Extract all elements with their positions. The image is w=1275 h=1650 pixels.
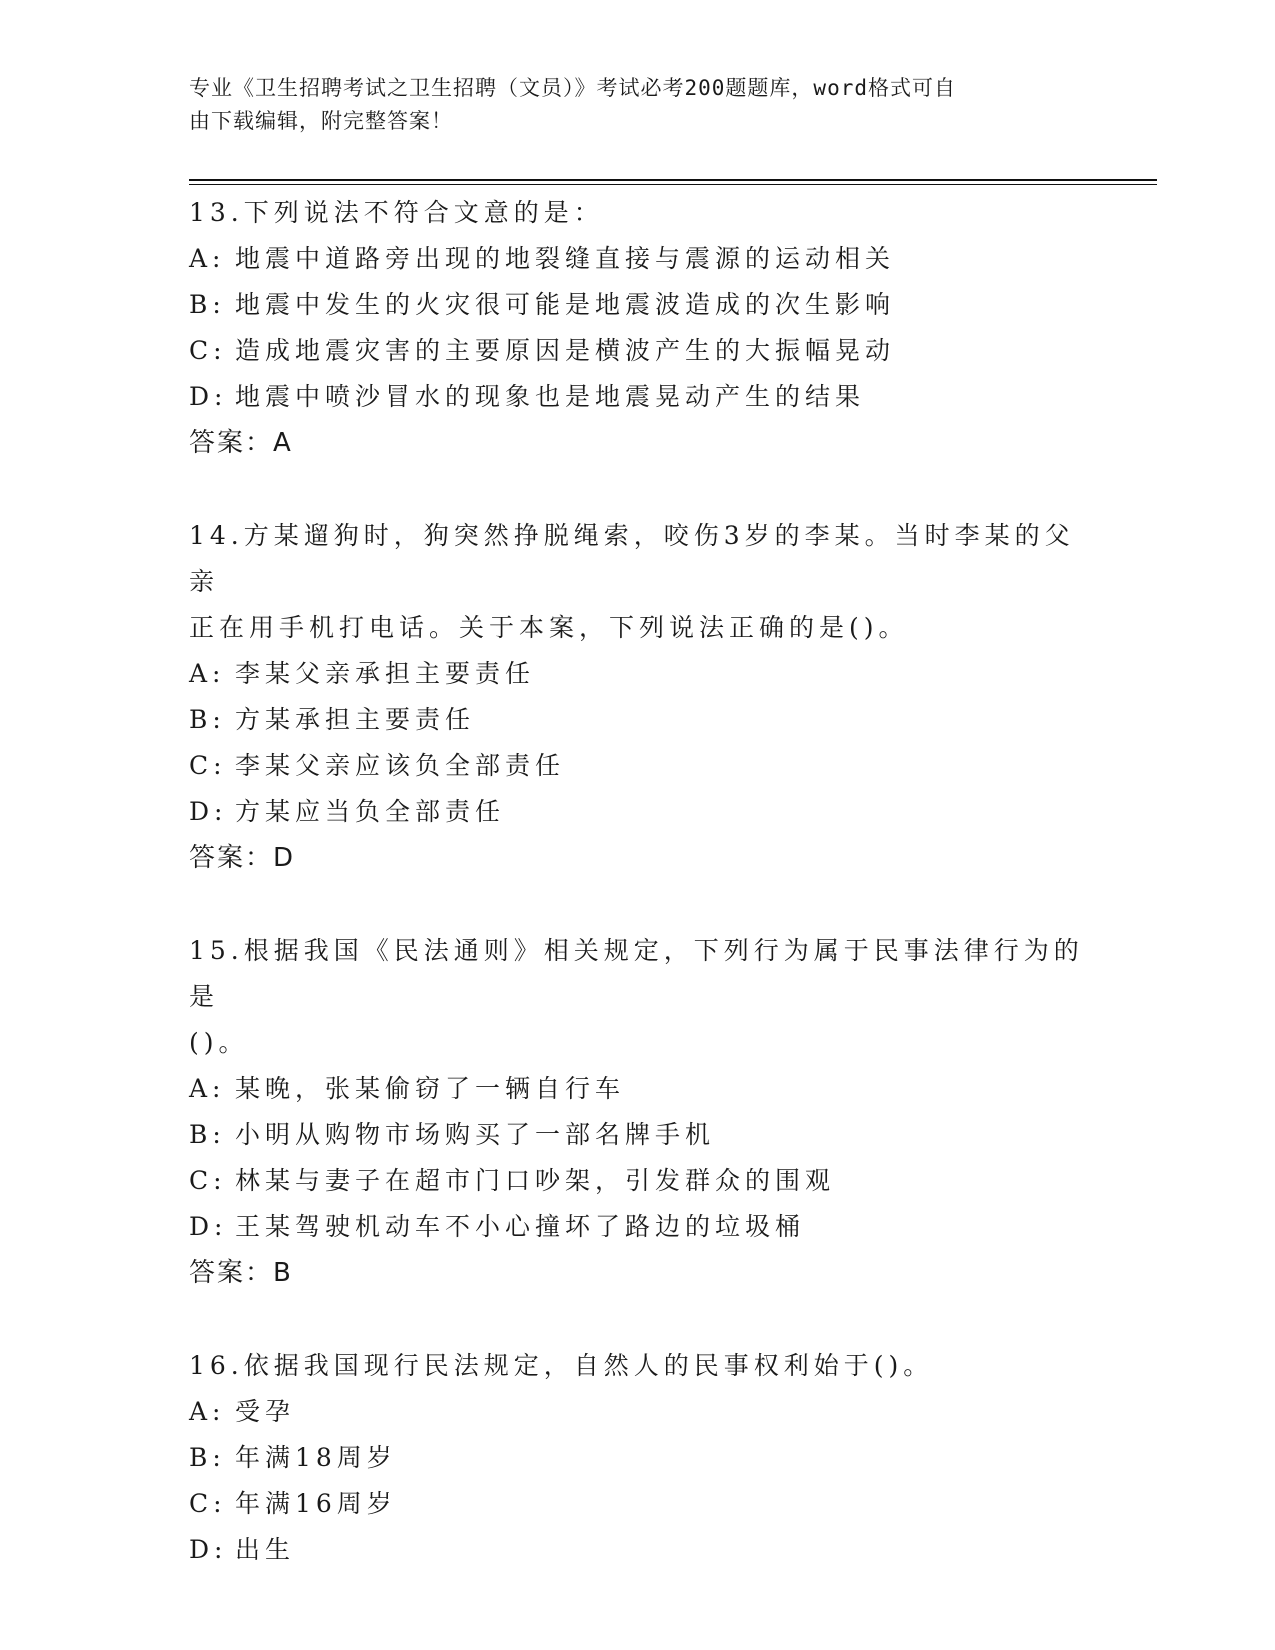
question-list [189,190,1089,1620]
option-text: 地震中发生的火灾很可能是地震波造成的次生影响 [235,290,896,319]
option-c [189,743,1089,789]
option-letter: B: [189,1120,226,1149]
question-13 [189,190,1089,466]
header-line-2: 由下载编辑，附完整答案！ [189,109,453,133]
option-d [189,1204,1089,1250]
option-text: 年满16周岁 [235,1489,397,1518]
option-text: 年满18周岁 [235,1443,397,1472]
question-stem-continued: ()。 [189,1028,249,1057]
option-letter: D: [189,1212,228,1241]
option-text: 林某与妻子在超市门口吵架，引发群众的围观 [235,1166,836,1195]
option-letter: C: [189,1166,227,1195]
header-divider-thick [189,179,1157,181]
question-stem: 13.下列说法不符合文意的是： [189,198,604,227]
option-text: 地震中喷沙冒水的现象也是地震晃动产生的结果 [235,382,866,411]
option-letter: D: [189,382,228,411]
option-d [189,789,1089,835]
option-letter: A: [189,244,226,273]
answer-line: 答案：B [189,1258,293,1288]
option-d [189,374,1089,420]
option-b [189,697,1089,743]
option-c [189,1158,1089,1204]
option-b [189,1112,1089,1158]
option-text: 王某驾驶机动车不小心撞坏了路边的垃圾桶 [235,1212,806,1241]
option-text: 李某父亲应该负全部责任 [235,751,566,780]
header-divider-thin [189,184,1157,185]
question-stem: 14.方某遛狗时，狗突然挣脱绳索，咬伤3岁的李某。当时李某的父亲 [189,521,1075,596]
question-15 [189,928,1089,1296]
question-stem: 16.依据我国现行民法规定，自然人的民事权利始于()。 [189,1351,934,1380]
option-text: 出生 [235,1535,296,1564]
option-letter: D: [189,1535,228,1564]
option-a [189,1066,1089,1112]
answer-line: 答案：A [189,428,293,458]
option-letter: D: [189,797,228,826]
option-text: 造成地震灾害的主要原因是横波产生的大振幅晃动 [235,336,896,365]
question-16 [189,1343,1089,1573]
option-letter: B: [189,290,226,319]
option-letter: A: [189,1074,226,1103]
option-text: 小明从购物市场购买了一部名牌手机 [235,1120,716,1149]
option-a [189,1389,1089,1435]
option-c [189,1481,1089,1527]
option-text: 李某父亲承担主要责任 [235,659,536,688]
option-text: 受孕 [235,1397,296,1426]
question-stem: 15.根据我国《民法通则》相关规定，下列行为属于民事法律行为的是 [189,936,1084,1011]
document-header [189,72,1089,138]
option-letter: B: [189,1443,226,1472]
option-c [189,328,1089,374]
option-a [189,236,1089,282]
option-letter: A: [189,659,226,688]
option-text: 某晚，张某偷窃了一辆自行车 [235,1074,626,1103]
option-text: 地震中道路旁出现的地裂缝直接与震源的运动相关 [235,244,896,273]
option-text: 方某应当负全部责任 [235,797,506,826]
option-letter: C: [189,751,227,780]
option-letter: C: [189,1489,227,1518]
option-b [189,1435,1089,1481]
question-14 [189,513,1089,881]
option-letter: C: [189,336,227,365]
answer-line: 答案：D [189,843,296,873]
option-letter: A: [189,1397,226,1426]
option-a [189,651,1089,697]
option-text: 方某承担主要责任 [235,705,476,734]
option-letter: B: [189,705,226,734]
header-line-1: 专业《卫生招聘考试之卫生招聘（文员）》考试必考200题题库，word格式可自 [189,76,956,100]
question-stem-continued: 正在用手机打电话。关于本案，下列说法正确的是()。 [189,613,909,642]
option-d [189,1527,1089,1573]
option-b [189,282,1089,328]
